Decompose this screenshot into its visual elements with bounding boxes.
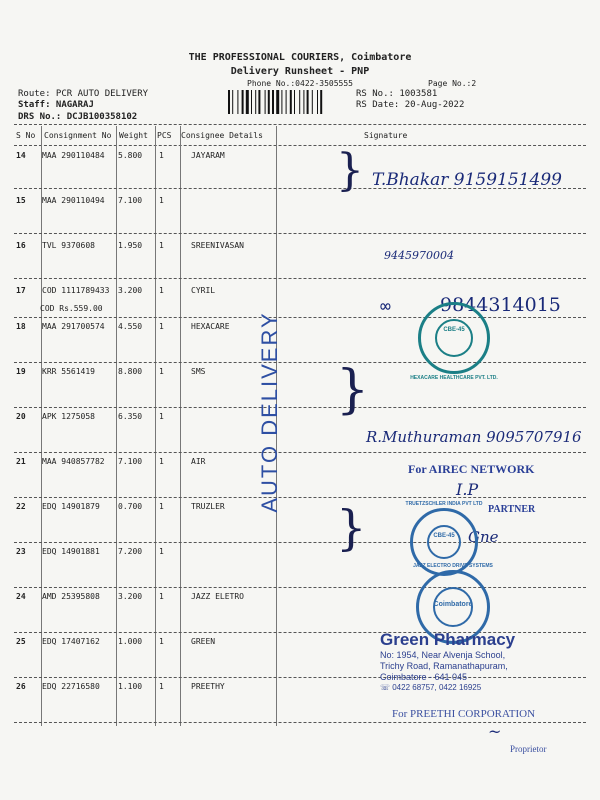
col-line: [155, 126, 156, 726]
airec-stamp-role: PARTNER: [488, 504, 536, 515]
col-consignment: Consignment No: [44, 131, 112, 140]
row-weight: 1.950: [118, 241, 143, 250]
row-sno: 26: [16, 682, 26, 691]
preethi-signature-icon: ~: [488, 722, 502, 741]
green-pharmacy-name: Green Pharmacy: [380, 630, 516, 649]
row-sno: 16: [16, 241, 26, 250]
row-consignee: AIR: [191, 457, 206, 466]
route-label: Route: PCR AUTO DELIVERY: [18, 89, 149, 99]
row-sno: 15: [16, 196, 26, 205]
row-divider: [14, 317, 586, 318]
row-pcs: 1: [159, 286, 164, 295]
row-consignment-no: EDQ 17407162: [42, 637, 100, 646]
row-consignment-no: MAA 290110494: [42, 196, 105, 205]
col-pcs: PCS: [157, 131, 172, 140]
col-consignee: Consignee Details: [181, 131, 263, 140]
row-weight: 6.350: [118, 412, 143, 421]
brace-mark: }: [336, 500, 367, 556]
barcode-icon: [228, 90, 348, 114]
row-consignment-no: MAA 940857782: [42, 457, 105, 466]
truetzschler-stamp: CBE-45 TRUETZSCHLER INDIA PVT LTD: [410, 508, 478, 576]
row-consignment-no: MAA 291700574: [42, 322, 105, 331]
row-consignee: CYRIL: [191, 286, 216, 295]
row-pcs: 1: [159, 196, 164, 205]
signature-5: I.P: [456, 480, 479, 499]
row-sno: 20: [16, 412, 26, 421]
company-title: THE PROFESSIONAL COURIERS, Coimbatore: [188, 52, 412, 63]
row-divider: [14, 233, 586, 234]
row-divider: [14, 587, 586, 588]
jazz-electro-stamp-text: JAZZ ELECTRO DRIVE SYSTEMS: [413, 563, 493, 569]
signature-4: R.Muthuraman 9095707916: [366, 428, 582, 446]
signature-2: 9445970004: [384, 249, 454, 262]
row-divider: [14, 497, 586, 498]
row-sno: 19: [16, 367, 26, 376]
row-consignment-no: APK 1275058: [42, 412, 95, 421]
signature-3: 9844314015: [440, 294, 561, 316]
row-consignment-no: EDQ 22716580: [42, 682, 100, 691]
row-pcs: 1: [159, 412, 164, 421]
hexacare-stamp: CBE-45 HEXACARE HEALTHCARE PVT. LTD.: [418, 302, 490, 374]
row-consignment-no: AMD 25395808: [42, 592, 100, 601]
signature-1: T.Bhakar 9159151499: [372, 170, 562, 190]
row-divider: [14, 278, 586, 279]
row-consignee: SMS: [191, 367, 206, 376]
row-pcs: 1: [159, 151, 164, 160]
row-consignment-no: COD 1111789433: [42, 286, 110, 295]
row-pcs: 1: [159, 457, 164, 466]
green-pharmacy-address-2: Trichy Road, Ramanathapuram,: [380, 661, 508, 671]
hexacare-stamp-text: HEXACARE HEALTHCARE PVT. LTD.: [410, 375, 498, 381]
row-pcs: 1: [159, 367, 164, 376]
phone-number: Phone No.:0422-3505555: [247, 79, 353, 88]
col-weight: Weight: [119, 131, 148, 140]
row-divider: [14, 452, 586, 453]
brace-mark: }: [336, 145, 364, 196]
row-consignee: TRUZLER: [191, 502, 225, 511]
row-pcs: 1: [159, 592, 164, 601]
row-consignment-no: EDQ 14901881: [42, 547, 100, 556]
signature-scribble-icon: ∞: [380, 296, 391, 317]
row-sno: 22: [16, 502, 26, 511]
row-sno: 25: [16, 637, 26, 646]
row-sno: 14: [16, 151, 26, 160]
green-pharmacy-phone: ☏ 0422 68757, 0422 16925: [380, 683, 482, 692]
row-pcs: 1: [159, 322, 164, 331]
row-consignee: JAYARAM: [191, 151, 225, 160]
preethi-stamp-title: For PREETHI CORPORATION: [392, 708, 536, 720]
row-sno: 23: [16, 547, 26, 556]
row-weight: 7.100: [118, 196, 143, 205]
green-pharmacy-stamp: [380, 630, 580, 693]
row-consignment-no: TVL 9370608: [42, 241, 95, 250]
runsheet-subtitle: Delivery Runsheet - PNP: [230, 66, 370, 77]
green-pharmacy-address-3: Coimbatore - 641 045: [380, 672, 468, 682]
jazz-electro-stamp: Coimbatore JAZZ ELECTRO DRIVE SYSTEMS: [416, 570, 490, 644]
row-weight: 0.700: [118, 502, 143, 511]
row-consignment-no: MAA 290110484: [42, 151, 105, 160]
header-bottom-divider: [14, 145, 586, 146]
row-weight: 8.800: [118, 367, 143, 376]
row-weight: 4.550: [118, 322, 143, 331]
col-line: [180, 126, 181, 726]
col-line: [116, 126, 117, 726]
row-weight: 1.000: [118, 637, 143, 646]
row-consignee: SREENIVASAN: [191, 241, 244, 250]
row-consignment-no: EDQ 14901879: [42, 502, 100, 511]
row-consignee: HEXACARE: [191, 322, 230, 331]
row-weight: 3.200: [118, 286, 143, 295]
staff-label: Staff: NAGARAJ: [18, 100, 94, 110]
col-signature: Signature: [364, 131, 408, 140]
col-line: [41, 126, 42, 726]
row-consignee: PREETHY: [191, 682, 225, 691]
rs-number: RS No.: 1003581: [356, 89, 438, 99]
header-top-divider: [14, 124, 586, 125]
row-pcs: 1: [159, 637, 164, 646]
green-pharmacy-address-1: No: 1954, Near Alvenja School,: [380, 650, 506, 660]
row-weight: 5.800: [118, 151, 143, 160]
row-pcs: 1: [159, 682, 164, 691]
row-divider: [14, 362, 586, 363]
row-sno: 17: [16, 286, 26, 295]
drs-number: DRS No.: DCJB100358102: [18, 112, 138, 122]
row-weight: 3.200: [118, 592, 143, 601]
preethi-stamp-role: Proprietor: [510, 744, 547, 754]
row-consignment-no: KRR 5561419: [42, 367, 95, 376]
row-pcs: 1: [159, 241, 164, 250]
page-number: Page No.:2: [428, 79, 477, 88]
row-divider: [14, 542, 586, 543]
row-sno: 21: [16, 457, 26, 466]
row-weight: 1.100: [118, 682, 143, 691]
auto-delivery-stamp: AUTO DELIVERY: [257, 311, 282, 513]
row-note: COD Rs.559.00: [40, 304, 103, 313]
row-consignee: JAZZ ELETRO: [191, 592, 244, 601]
col-sno: S No: [16, 131, 36, 140]
row-divider: [14, 407, 586, 408]
row-pcs: 1: [159, 547, 164, 556]
row-sno: 18: [16, 322, 26, 331]
rs-date: RS Date: 20-Aug-2022: [356, 100, 465, 110]
row-weight: 7.200: [118, 547, 143, 556]
row-sno: 24: [16, 592, 26, 601]
row-consignee: GREEN: [191, 637, 216, 646]
brace-mark: }: [336, 360, 370, 420]
truetzschler-stamp-text: TRUETZSCHLER INDIA PVT LTD: [405, 501, 483, 507]
row-pcs: 1: [159, 502, 164, 511]
airec-stamp-title: For AIREC NETWORK: [408, 462, 535, 476]
signature-6: Gne: [468, 528, 499, 546]
row-weight: 7.100: [118, 457, 143, 466]
